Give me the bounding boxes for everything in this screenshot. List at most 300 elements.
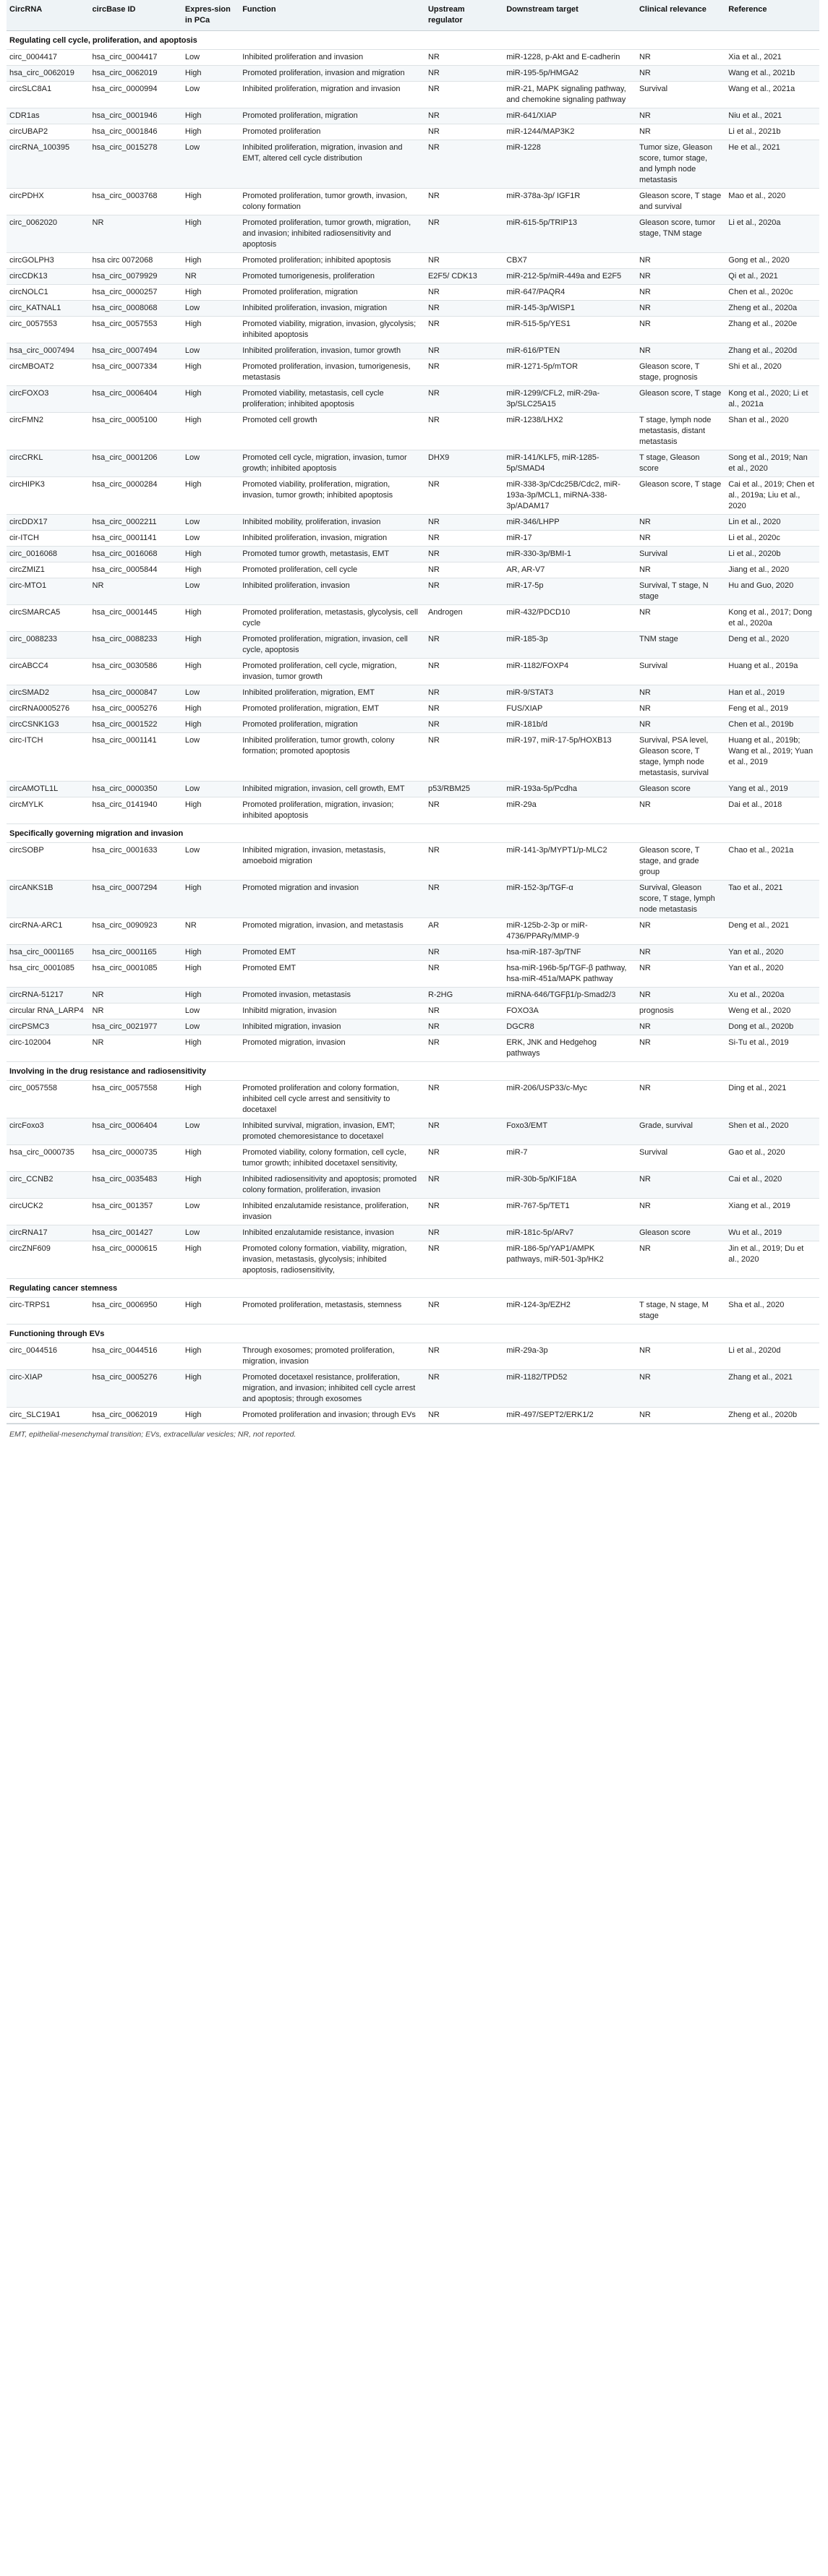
cell-circrna: circUCK2 — [7, 1199, 90, 1225]
table-row — [7, 189, 819, 215]
cell-clinical-relevance: T stage, Gleason score — [636, 450, 725, 477]
cell-circrna: circular RNA_LARP4 — [7, 1004, 90, 1019]
cell-circbase-id: hsa_circ_0016068 — [90, 547, 182, 562]
cell-upstream-regulator: NR — [425, 82, 503, 108]
cell-clinical-relevance: NR — [636, 1241, 725, 1279]
cell-reference: Niu et al., 2021 — [725, 108, 819, 124]
cell-downstream-target: miR-206/USP33/c-Myc — [503, 1081, 636, 1118]
cell-expression: Low — [182, 531, 239, 547]
cell-clinical-relevance: NR — [636, 531, 725, 547]
table-row — [7, 269, 819, 285]
cell-upstream-regulator: NR — [425, 1035, 503, 1062]
cell-downstream-target: miR-185-3p — [503, 632, 636, 659]
cell-reference: Xia et al., 2021 — [725, 50, 819, 66]
table-row — [7, 1118, 819, 1145]
cell-function: Promoted proliferation and invasion; through EVs — [239, 1408, 425, 1424]
cell-circbase-id: hsa_circ_0088233 — [90, 632, 182, 659]
cell-clinical-relevance: Gleason score, T stage, prognosis — [636, 359, 725, 386]
cell-function: Promoted proliferation, invasion and migration — [239, 66, 425, 82]
cell-circbase-id: hsa_circ_0015278 — [90, 140, 182, 189]
cell-expression: High — [182, 988, 239, 1004]
cell-downstream-target: miR-141/KLF5, miR-1285-5p/SMAD4 — [503, 450, 636, 477]
cell-circrna: circRNA-51217 — [7, 988, 90, 1004]
cell-expression: High — [182, 124, 239, 140]
cell-circbase-id: hsa_circ_0001165 — [90, 945, 182, 961]
table-row — [7, 285, 819, 301]
cell-downstream-target: miR-197, miR-17-5p/HOXB13 — [503, 733, 636, 782]
cell-reference: Yan et al., 2020 — [725, 945, 819, 961]
cell-reference: He et al., 2021 — [725, 140, 819, 189]
cell-downstream-target: miR-432/PDCD10 — [503, 605, 636, 632]
cell-downstream-target: miR-1271-5p/mTOR — [503, 359, 636, 386]
cell-clinical-relevance: NR — [636, 918, 725, 945]
cell-reference: Zheng et al., 2020a — [725, 301, 819, 317]
cell-circbase-id: hsa_circ_0006950 — [90, 1298, 182, 1325]
cell-function: Inhibited migration, invasion, cell growth, EMT — [239, 782, 425, 797]
cell-clinical-relevance: NR — [636, 562, 725, 578]
cell-expression: NR — [182, 918, 239, 945]
cell-reference: Li et al., 2020a — [725, 215, 819, 253]
cell-function: Inhibitd migration, invasion — [239, 1004, 425, 1019]
cell-expression: Low — [182, 843, 239, 881]
cell-downstream-target: FUS/XIAP — [503, 701, 636, 717]
header-expression: Expres-sion in PCa — [182, 0, 239, 31]
cell-circrna: cir-ITCH — [7, 531, 90, 547]
cell-expression: High — [182, 1081, 239, 1118]
cell-circbase-id: hsa_circ_0007294 — [90, 881, 182, 918]
cell-circrna: circABCC4 — [7, 659, 90, 685]
cell-function: Promoted colony formation, viability, migration, invasion, metastasis, glycolysis; inhibited apoptosis, radiosensitivity, — [239, 1241, 425, 1279]
cell-circrna: circHIPK3 — [7, 477, 90, 515]
cell-expression: High — [182, 701, 239, 717]
cell-downstream-target: miR-29a-3p — [503, 1343, 636, 1370]
cell-function: Inhibited proliferation, migration, EMT — [239, 685, 425, 701]
cell-circbase-id: hsa_circ_0005100 — [90, 413, 182, 450]
cell-reference: Yang et al., 2019 — [725, 782, 819, 797]
cell-upstream-regulator: NR — [425, 531, 503, 547]
cell-expression: High — [182, 1370, 239, 1408]
table-row — [7, 1408, 819, 1424]
cell-function: Promoted migration, invasion — [239, 1035, 425, 1062]
table-row — [7, 66, 819, 82]
section-title: Regulating cell cycle, proliferation, and apoptosis — [7, 31, 819, 50]
cell-downstream-target: miR-21, MAPK signaling pathway, and chemokine signaling pathway — [503, 82, 636, 108]
cell-circrna: circ_0057553 — [7, 317, 90, 343]
cell-circrna: circ-ITCH — [7, 733, 90, 782]
cell-expression: High — [182, 1408, 239, 1424]
cell-expression: Low — [182, 1199, 239, 1225]
cell-circbase-id: hsa_circ_0001846 — [90, 124, 182, 140]
cell-clinical-relevance: NR — [636, 317, 725, 343]
section-row — [7, 1062, 819, 1081]
cell-circbase-id: hsa_circ_0000735 — [90, 1145, 182, 1172]
cell-downstream-target: miR-30b-5p/KIF18A — [503, 1172, 636, 1199]
cell-clinical-relevance: Gleason score — [636, 1225, 725, 1241]
table-row — [7, 1035, 819, 1062]
cell-expression: Low — [182, 782, 239, 797]
cell-clinical-relevance: NR — [636, 301, 725, 317]
cell-upstream-regulator: NR — [425, 413, 503, 450]
cell-upstream-regulator: NR — [425, 1241, 503, 1279]
cell-expression: High — [182, 285, 239, 301]
section-title: Involving in the drug resistance and radiosensitivity — [7, 1062, 819, 1081]
cell-downstream-target: miR-515-5p/YES1 — [503, 317, 636, 343]
cell-downstream-target: miR-615-5p/TRIP13 — [503, 215, 636, 253]
cell-expression: High — [182, 717, 239, 733]
cell-upstream-regulator: NR — [425, 961, 503, 988]
cell-upstream-regulator: p53/RBM25 — [425, 782, 503, 797]
cell-function: Promoted invasion, metastasis — [239, 988, 425, 1004]
cell-upstream-regulator: NR — [425, 1172, 503, 1199]
table-row — [7, 450, 819, 477]
cell-circbase-id: hsa_circ_0003768 — [90, 189, 182, 215]
cell-circbase-id: hsa_circ_0005276 — [90, 701, 182, 717]
cell-downstream-target: miRNA-646/TGFβ1/p-Smad2/3 — [503, 988, 636, 1004]
cell-function: Promoted EMT — [239, 945, 425, 961]
cell-circrna: circMYLK — [7, 797, 90, 824]
circrna-table — [7, 0, 819, 1424]
cell-downstream-target: miR-1299/CFL2, miR-29a-3p/SLC25A15 — [503, 386, 636, 413]
cell-downstream-target: miR-186-5p/YAP1/AMPK pathways, miR-501-3p/HK2 — [503, 1241, 636, 1279]
header-circrna: CircRNA — [7, 0, 90, 31]
cell-downstream-target: miR-212-5p/miR-449a and E2F5 — [503, 269, 636, 285]
cell-function: Inhibited migration, invasion, metastasis, amoeboid migration — [239, 843, 425, 881]
cell-downstream-target: miR-330-3p/BMI-1 — [503, 547, 636, 562]
cell-reference: Gao et al., 2020 — [725, 1145, 819, 1172]
cell-clinical-relevance: T stage, lymph node metastasis, distant metastasis — [636, 413, 725, 450]
cell-function: Inhibited proliferation, invasion, migration — [239, 531, 425, 547]
cell-circbase-id: hsa_circ_0001946 — [90, 108, 182, 124]
cell-circrna: circ-TRPS1 — [7, 1298, 90, 1325]
cell-reference: Sha et al., 2020 — [725, 1298, 819, 1325]
cell-circbase-id: hsa_circ_0006404 — [90, 386, 182, 413]
table-row — [7, 1004, 819, 1019]
cell-clinical-relevance: NR — [636, 1019, 725, 1035]
cell-clinical-relevance: NR — [636, 797, 725, 824]
cell-upstream-regulator: NR — [425, 108, 503, 124]
cell-expression: Low — [182, 1118, 239, 1145]
cell-reference: Tao et al., 2021 — [725, 881, 819, 918]
cell-downstream-target: miR-181b/d — [503, 717, 636, 733]
cell-function: Promoted tumorigenesis, proliferation — [239, 269, 425, 285]
cell-expression: High — [182, 1241, 239, 1279]
cell-downstream-target: miR-152-3p/TGF-α — [503, 881, 636, 918]
table-row — [7, 1241, 819, 1279]
cell-circrna: circZMIZ1 — [7, 562, 90, 578]
cell-circbase-id: NR — [90, 988, 182, 1004]
cell-reference: Deng et al., 2020 — [725, 632, 819, 659]
cell-clinical-relevance: NR — [636, 685, 725, 701]
cell-upstream-regulator: NR — [425, 1081, 503, 1118]
cell-reference: Ding et al., 2021 — [725, 1081, 819, 1118]
cell-circrna: circFoxo3 — [7, 1118, 90, 1145]
cell-circbase-id: hsa_circ_0057558 — [90, 1081, 182, 1118]
cell-upstream-regulator: NR — [425, 1298, 503, 1325]
cell-expression: Low — [182, 140, 239, 189]
cell-circbase-id: hsa_circ_0021977 — [90, 1019, 182, 1035]
cell-function: Promoted proliferation; inhibited apoptosis — [239, 253, 425, 269]
cell-upstream-regulator: NR — [425, 515, 503, 531]
cell-downstream-target: miR-145-3p/WISP1 — [503, 301, 636, 317]
cell-clinical-relevance: Survival, PSA level, Gleason score, T stage, lymph node metastasis, survival — [636, 733, 725, 782]
cell-function: Promoted proliferation, migration, invasion, cell cycle, apoptosis — [239, 632, 425, 659]
cell-circrna: circCDK13 — [7, 269, 90, 285]
cell-expression: High — [182, 659, 239, 685]
cell-reference: Song et al., 2019; Nan et al., 2020 — [725, 450, 819, 477]
cell-downstream-target: miR-17 — [503, 531, 636, 547]
cell-expression: Low — [182, 733, 239, 782]
table-row — [7, 1019, 819, 1035]
table-row — [7, 632, 819, 659]
cell-upstream-regulator: NR — [425, 1118, 503, 1145]
table-row — [7, 562, 819, 578]
cell-circbase-id: hsa_circ_0000284 — [90, 477, 182, 515]
cell-upstream-regulator: E2F5/ CDK13 — [425, 269, 503, 285]
cell-circrna: circCSNK1G3 — [7, 717, 90, 733]
cell-circrna: circ_SLC19A1 — [7, 1408, 90, 1424]
cell-circbase-id: hsa_circ_001357 — [90, 1199, 182, 1225]
table-row — [7, 945, 819, 961]
cell-upstream-regulator: NR — [425, 50, 503, 66]
cell-circbase-id: hsa_circ_0062019 — [90, 66, 182, 82]
cell-circbase-id: hsa_circ_0000994 — [90, 82, 182, 108]
cell-upstream-regulator: NR — [425, 66, 503, 82]
cell-reference: Zhang et al., 2021 — [725, 1370, 819, 1408]
cell-expression: High — [182, 66, 239, 82]
cell-circrna: circSOBP — [7, 843, 90, 881]
cell-downstream-target: miR-17-5p — [503, 578, 636, 605]
table-row — [7, 961, 819, 988]
cell-downstream-target: CBX7 — [503, 253, 636, 269]
cell-expression: High — [182, 1343, 239, 1370]
cell-downstream-target: miR-125b-2-3p or miR-4736/PPARγ/MMP-9 — [503, 918, 636, 945]
cell-function: Promoted tumor growth, metastasis, EMT — [239, 547, 425, 562]
cell-function: Promoted viability, colony formation, cell cycle, tumor growth; inhibited docetaxel sensitivity, — [239, 1145, 425, 1172]
cell-upstream-regulator: NR — [425, 477, 503, 515]
cell-downstream-target: Foxo3/EMT — [503, 1118, 636, 1145]
header-upstream-regulator: Upstream regulator — [425, 0, 503, 31]
cell-reference: Si-Tu et al., 2019 — [725, 1035, 819, 1062]
cell-function: Promoted migration, invasion, and metastasis — [239, 918, 425, 945]
cell-downstream-target: miR-1182/TPD52 — [503, 1370, 636, 1408]
cell-circrna: circSLC8A1 — [7, 82, 90, 108]
cell-reference: Xiang et al., 2019 — [725, 1199, 819, 1225]
cell-downstream-target: miR-124-3p/EZH2 — [503, 1298, 636, 1325]
cell-function: Inhibited proliferation, invasion, tumor growth — [239, 343, 425, 359]
cell-expression: High — [182, 961, 239, 988]
cell-downstream-target: AR, AR-V7 — [503, 562, 636, 578]
cell-function: Inhibited proliferation and invasion — [239, 50, 425, 66]
cell-downstream-target: miR-1182/FOXP4 — [503, 659, 636, 685]
cell-function: Promoted viability, metastasis, cell cycle proliferation; inhibited apoptosis — [239, 386, 425, 413]
table-row — [7, 215, 819, 253]
cell-clinical-relevance: Gleason score, T stage, and grade group — [636, 843, 725, 881]
cell-upstream-regulator: NR — [425, 562, 503, 578]
cell-reference: Deng et al., 2021 — [725, 918, 819, 945]
cell-upstream-regulator: R-2HG — [425, 988, 503, 1004]
cell-circbase-id: hsa_circ_0001141 — [90, 531, 182, 547]
table-row — [7, 515, 819, 531]
cell-upstream-regulator: NR — [425, 285, 503, 301]
cell-circrna: circRNA17 — [7, 1225, 90, 1241]
cell-function: Inhibited enzalutamide resistance, proliferation, invasion — [239, 1199, 425, 1225]
cell-circrna: circAMOTL1L — [7, 782, 90, 797]
cell-clinical-relevance: Gleason score, tumor stage, TNM stage — [636, 215, 725, 253]
cell-circbase-id: hsa_circ_0007334 — [90, 359, 182, 386]
cell-function: Promoted viability, migration, invasion, glycolysis; inhibited apoptosis — [239, 317, 425, 343]
cell-clinical-relevance: NR — [636, 961, 725, 988]
cell-circrna: circCRKL — [7, 450, 90, 477]
cell-circrna: circMBOAT2 — [7, 359, 90, 386]
table-row — [7, 1172, 819, 1199]
cell-circrna: circFOXO3 — [7, 386, 90, 413]
cell-circbase-id: hsa_circ_0004417 — [90, 50, 182, 66]
cell-downstream-target: miR-141-3p/MYPT1/p-MLC2 — [503, 843, 636, 881]
cell-downstream-target: miR-647/PAQR4 — [503, 285, 636, 301]
cell-function: Promoted proliferation, invasion, tumorigenesis, metastasis — [239, 359, 425, 386]
cell-circbase-id: hsa_circ_0005276 — [90, 1370, 182, 1408]
cell-downstream-target: miR-767-5p/TET1 — [503, 1199, 636, 1225]
cell-downstream-target: miR-181c-5p/ARv7 — [503, 1225, 636, 1241]
cell-circrna: circFMN2 — [7, 413, 90, 450]
section-title: Regulating cancer stemness — [7, 1279, 819, 1298]
header-function: Function — [239, 0, 425, 31]
cell-expression: Low — [182, 82, 239, 108]
cell-reference: Jiang et al., 2020 — [725, 562, 819, 578]
cell-clinical-relevance: NR — [636, 343, 725, 359]
table-row — [7, 82, 819, 108]
cell-circbase-id: hsa_circ_0062019 — [90, 1408, 182, 1424]
cell-function: Promoted migration and invasion — [239, 881, 425, 918]
cell-clinical-relevance: NR — [636, 66, 725, 82]
cell-expression: High — [182, 547, 239, 562]
cell-circrna: circNOLC1 — [7, 285, 90, 301]
cell-clinical-relevance: T stage, N stage, M stage — [636, 1298, 725, 1325]
cell-circrna: circ_KATNAL1 — [7, 301, 90, 317]
cell-reference: Shan et al., 2020 — [725, 413, 819, 450]
cell-downstream-target: miR-29a — [503, 797, 636, 824]
cell-upstream-regulator: NR — [425, 1370, 503, 1408]
cell-upstream-regulator: NR — [425, 359, 503, 386]
cell-reference: Cai et al., 2019; Chen et al., 2019a; Liu et al., 2020 — [725, 477, 819, 515]
cell-expression: High — [182, 477, 239, 515]
cell-circrna: circ_0016068 — [7, 547, 90, 562]
cell-function: Promoted EMT — [239, 961, 425, 988]
cell-reference: Chen et al., 2020c — [725, 285, 819, 301]
cell-expression: Low — [182, 685, 239, 701]
cell-circbase-id: hsa_circ_0079929 — [90, 269, 182, 285]
table-row — [7, 1370, 819, 1408]
cell-clinical-relevance: NR — [636, 945, 725, 961]
table-row — [7, 881, 819, 918]
cell-function: Promoted docetaxel resistance, proliferation, migration, and invasion; inhibited cell cycle arrest and apoptosis; through exosomes — [239, 1370, 425, 1408]
table-row — [7, 1199, 819, 1225]
cell-expression: High — [182, 632, 239, 659]
cell-upstream-regulator: NR — [425, 843, 503, 881]
cell-downstream-target: miR-9/STAT3 — [503, 685, 636, 701]
cell-expression: High — [182, 317, 239, 343]
cell-function: Promoted proliferation — [239, 124, 425, 140]
cell-downstream-target: FOXO3A — [503, 1004, 636, 1019]
cell-clinical-relevance: Survival, Gleason score, T stage, lymph node metastasis — [636, 881, 725, 918]
cell-upstream-regulator: NR — [425, 733, 503, 782]
header-clinical-relevance: Clinical relevance — [636, 0, 725, 31]
cell-function: Inhibited radiosensitivity and apoptosis; promoted colony formation, proliferation, invasion — [239, 1172, 425, 1199]
header-downstream-target: Downstream target — [503, 0, 636, 31]
cell-function: Inhibited mobility, proliferation, invasion — [239, 515, 425, 531]
cell-clinical-relevance: Survival — [636, 82, 725, 108]
cell-upstream-regulator: NR — [425, 1343, 503, 1370]
cell-circrna: circPSMC3 — [7, 1019, 90, 1035]
cell-circrna: circ_0004417 — [7, 50, 90, 66]
table-row — [7, 1298, 819, 1325]
cell-clinical-relevance: NR — [636, 253, 725, 269]
cell-circrna: circANKS1B — [7, 881, 90, 918]
cell-reference: Wu et al., 2019 — [725, 1225, 819, 1241]
table-row — [7, 140, 819, 189]
cell-circbase-id: hsa_circ_0030586 — [90, 659, 182, 685]
cell-circrna: circDDX17 — [7, 515, 90, 531]
cell-reference: Hu and Guo, 2020 — [725, 578, 819, 605]
cell-circbase-id: hsa_circ_0006404 — [90, 1118, 182, 1145]
table-row — [7, 547, 819, 562]
cell-expression: High — [182, 215, 239, 253]
cell-upstream-regulator: AR — [425, 918, 503, 945]
cell-expression: High — [182, 1298, 239, 1325]
cell-function: Inhibited proliferation, migration, invasion and EMT, altered cell cycle distribution — [239, 140, 425, 189]
table-row — [7, 1343, 819, 1370]
cell-clinical-relevance: NR — [636, 1172, 725, 1199]
cell-function: Promoted proliferation, cell cycle, migration, invasion, tumor growth — [239, 659, 425, 685]
cell-circbase-id: hsa_circ_0000847 — [90, 685, 182, 701]
cell-reference: Dai et al., 2018 — [725, 797, 819, 824]
table-row — [7, 797, 819, 824]
cell-circbase-id: hsa circ 0072068 — [90, 253, 182, 269]
cell-upstream-regulator: NR — [425, 1004, 503, 1019]
cell-circbase-id: hsa_circ_0000350 — [90, 782, 182, 797]
table-row — [7, 782, 819, 797]
cell-upstream-regulator: NR — [425, 701, 503, 717]
cell-reference: Shen et al., 2020 — [725, 1118, 819, 1145]
cell-upstream-regulator: NR — [425, 881, 503, 918]
cell-circbase-id: hsa_circ_0005844 — [90, 562, 182, 578]
cell-function: Promoted proliferation, migration — [239, 108, 425, 124]
cell-upstream-regulator: NR — [425, 797, 503, 824]
cell-reference: Feng et al., 2019 — [725, 701, 819, 717]
table-row — [7, 477, 819, 515]
cell-circbase-id: hsa_circ_0057553 — [90, 317, 182, 343]
cell-upstream-regulator: NR — [425, 301, 503, 317]
cell-downstream-target: miR-378a-3p/ IGF1R — [503, 189, 636, 215]
cell-clinical-relevance: NR — [636, 124, 725, 140]
cell-circbase-id: hsa_circ_0090923 — [90, 918, 182, 945]
cell-circbase-id: hsa_circ_0000615 — [90, 1241, 182, 1279]
cell-downstream-target: miR-497/SEPT2/ERK1/2 — [503, 1408, 636, 1424]
cell-circbase-id: NR — [90, 1004, 182, 1019]
cell-reference: Dong et al., 2020b — [725, 1019, 819, 1035]
cell-upstream-regulator: NR — [425, 632, 503, 659]
cell-circbase-id: NR — [90, 215, 182, 253]
table-row — [7, 301, 819, 317]
cell-function: Inhibited proliferation, tumor growth, colony formation; promoted apoptosis — [239, 733, 425, 782]
cell-clinical-relevance: Grade, survival — [636, 1118, 725, 1145]
cell-expression: High — [182, 386, 239, 413]
cell-expression: High — [182, 605, 239, 632]
cell-clinical-relevance: Tumor size, Gleason score, tumor stage, and lymph node metastasis — [636, 140, 725, 189]
cell-reference: Shi et al., 2020 — [725, 359, 819, 386]
cell-function: Inhibited enzalutamide resistance, invasion — [239, 1225, 425, 1241]
cell-downstream-target: miR-1228, p-Akt and E-cadherin — [503, 50, 636, 66]
